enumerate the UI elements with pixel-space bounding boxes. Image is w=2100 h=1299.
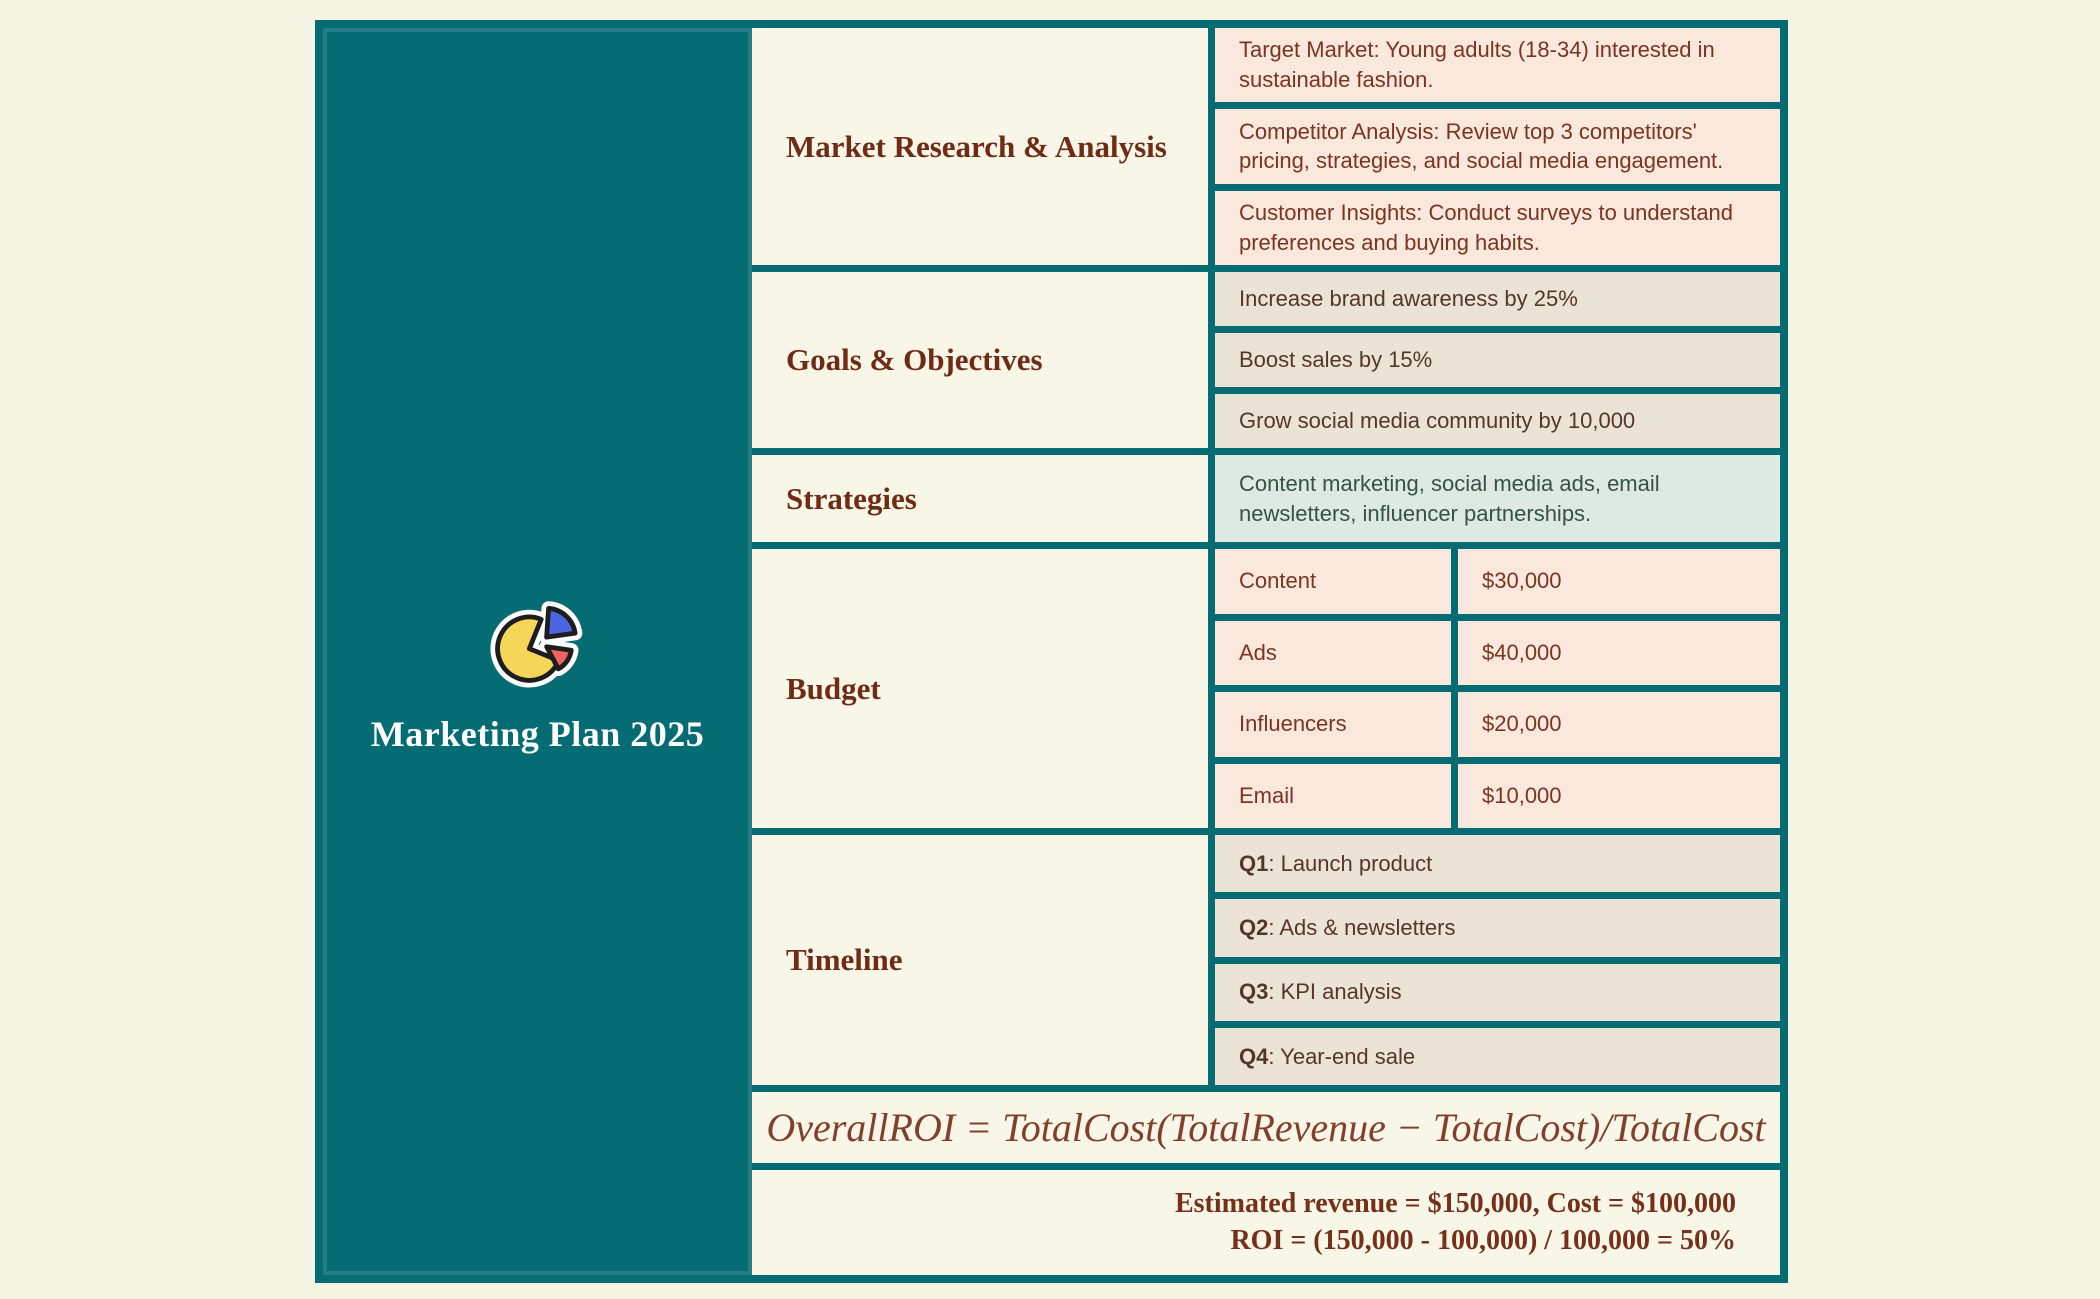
- section-budget: [752, 549, 1780, 835]
- roi-summary-row: [752, 1170, 1780, 1275]
- marketing-plan-poster: [315, 20, 1788, 1283]
- budget-item-label: Email: [1215, 764, 1458, 829]
- brand-block: [371, 593, 704, 755]
- section-strategies: [752, 455, 1780, 549]
- section-heading: Market Research & Analysis: [786, 128, 1167, 164]
- section-heading-cell: [752, 549, 1215, 828]
- section-heading-cell: [752, 835, 1215, 1085]
- table-row: [1215, 549, 1780, 614]
- timeline-quarter: Q3: [1239, 979, 1269, 1005]
- list-item: Grow social media community by 10,000: [1215, 387, 1780, 448]
- list-item: Content marketing, social media ads, email newsletters, influencer partnerships.: [1215, 455, 1780, 542]
- section-goals: [752, 272, 1780, 455]
- timeline-item: [1215, 892, 1780, 956]
- plan-table: [752, 28, 1780, 1275]
- budget-table: [1215, 549, 1780, 828]
- section-heading: Budget: [786, 670, 881, 706]
- section-heading-cell: [752, 28, 1215, 265]
- list-item: Competitor Analysis: Review top 3 competitors' pricing, strategies, and social media engagement.: [1215, 102, 1780, 183]
- table-row: [1215, 757, 1780, 829]
- budget-item-amount: $10,000: [1482, 782, 1562, 808]
- budget-item-label: Content: [1215, 549, 1458, 614]
- timeline-quarter: Q4: [1239, 1043, 1269, 1069]
- section-heading: Goals & Objectives: [786, 342, 1043, 377]
- pie-chart-icon: [489, 593, 585, 689]
- budget-item-label: Ads: [1215, 621, 1458, 686]
- timeline-text: : KPI analysis: [1268, 979, 1402, 1005]
- section-rows: [1215, 272, 1780, 448]
- budget-item-amount: $30,000: [1482, 568, 1562, 594]
- list-item: Customer Insights: Conduct surveys to understand preferences and buying habits.: [1215, 184, 1780, 265]
- timeline-text: : Year-end sale: [1268, 1043, 1416, 1069]
- timeline-quarter: Q2: [1239, 915, 1269, 941]
- list-item: Boost sales by 15%: [1215, 326, 1780, 387]
- timeline-item: [1215, 835, 1780, 892]
- budget-item-label: Influencers: [1215, 692, 1458, 757]
- table-row: [1215, 614, 1780, 686]
- summary-line-roi: ROI = (150,000 - 100,000) / 100,000 = 50%: [1230, 1224, 1736, 1256]
- budget-item-amount: $40,000: [1482, 639, 1562, 665]
- section-heading: Timeline: [786, 942, 903, 977]
- roi-formula-row: [752, 1092, 1780, 1170]
- section-rows: [1215, 835, 1780, 1085]
- timeline-text: : Ads & newsletters: [1268, 915, 1456, 941]
- list-item: Target Market: Young adults (18-34) interested in sustainable fashion.: [1215, 28, 1780, 102]
- timeline-item: [1215, 957, 1780, 1021]
- section-heading-cell: [752, 272, 1215, 448]
- timeline-item: [1215, 1021, 1780, 1085]
- poster-title: Marketing Plan 2025: [370, 713, 705, 754]
- budget-item-amount: $20,000: [1482, 711, 1562, 737]
- section-timeline: [752, 835, 1780, 1092]
- section-rows: [1215, 455, 1780, 542]
- section-market-research: [752, 28, 1780, 272]
- section-heading-cell: [752, 455, 1215, 542]
- list-item: Increase brand awareness by 25%: [1215, 272, 1780, 326]
- table-row: [1215, 685, 1780, 757]
- timeline-text: : Launch product: [1268, 850, 1433, 876]
- summary-line-revenue: Estimated revenue = $150,000, Cost = $100,000: [1174, 1187, 1736, 1219]
- section-rows: [1215, 28, 1780, 265]
- timeline-quarter: Q1: [1239, 850, 1269, 876]
- roi-formula: OverallROI = TotalCost(TotalRevenue − TotalCost)/TotalCost: [766, 1105, 1766, 1150]
- section-heading: Strategies: [786, 480, 917, 516]
- sidebar: [323, 28, 752, 1275]
